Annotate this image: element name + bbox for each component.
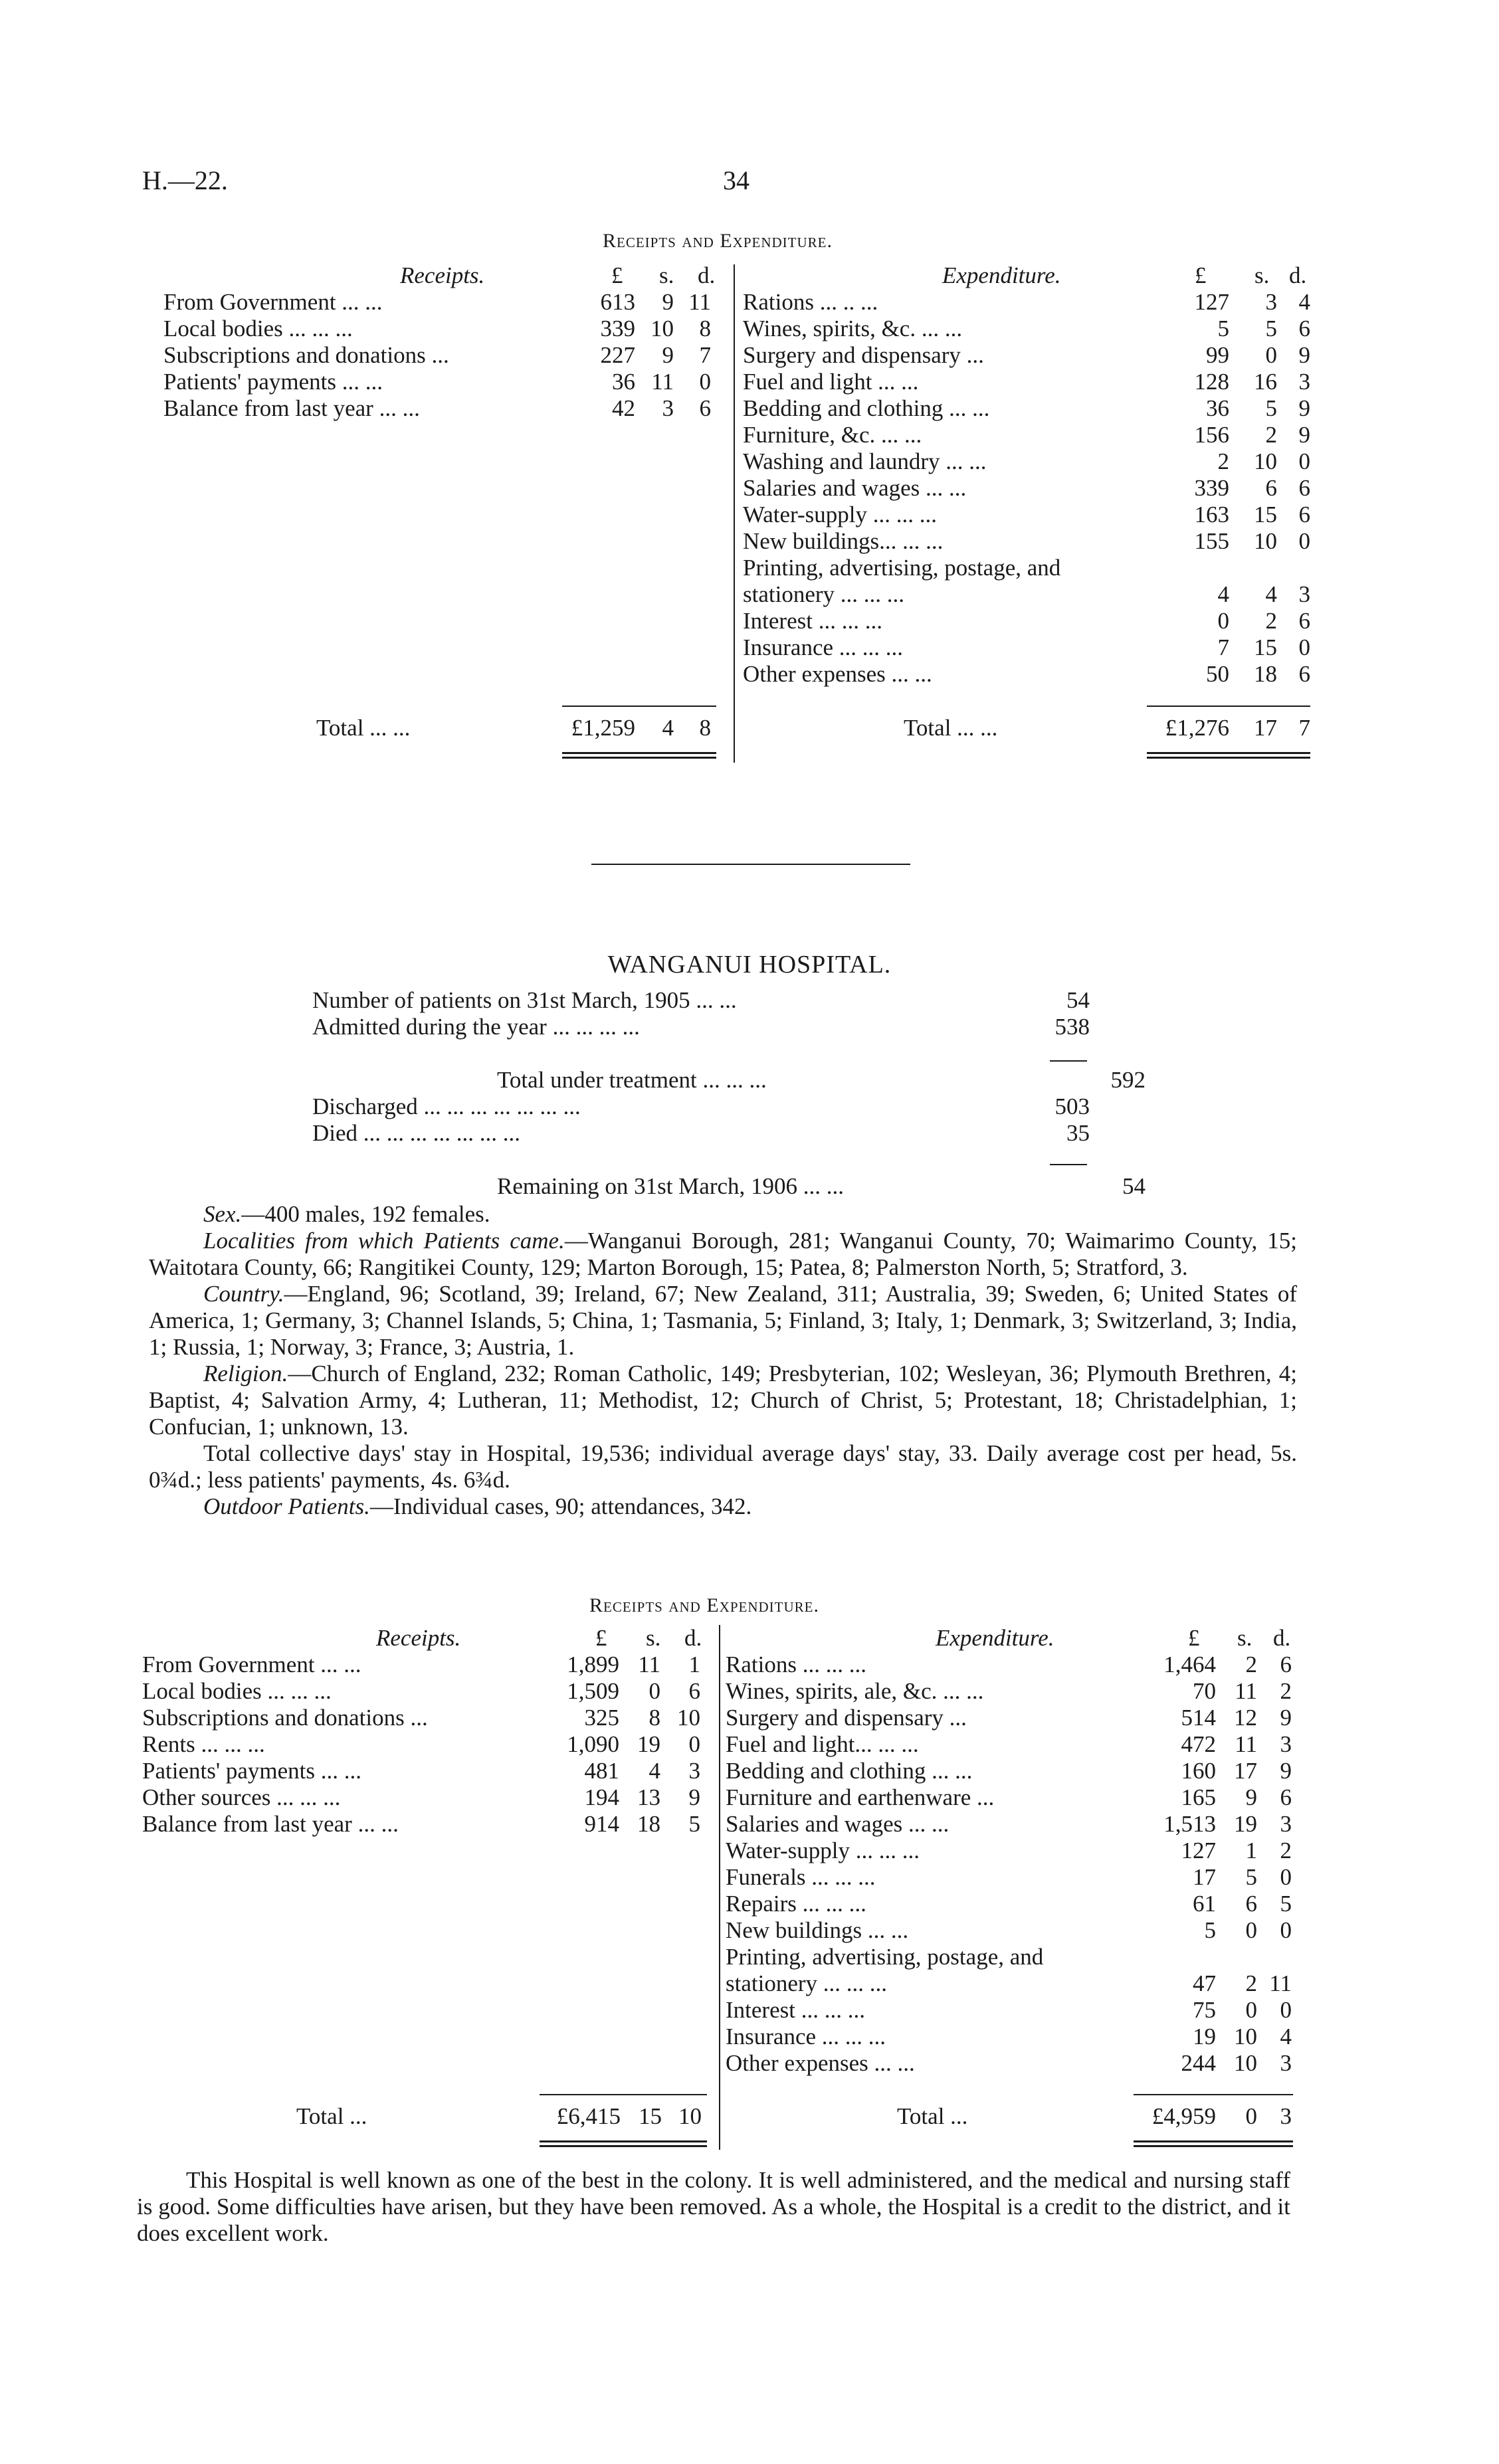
t2-expenditure-row xyxy=(726,1758,1294,1784)
t1-expenditure-total-shillings: 17 xyxy=(1254,715,1277,741)
t1-receipts-heading: Receipts. xyxy=(400,262,485,288)
t2-expenditure-pence: 6 xyxy=(1280,1784,1292,1810)
t1-expenditure-shillings: 6 xyxy=(1265,475,1277,501)
t1-receipt-pence: 6 xyxy=(699,395,711,421)
t1-expenditure-label: New buildings... ... ... xyxy=(743,528,944,554)
t1-receipt-pounds: 339 xyxy=(600,316,635,341)
stats-total: 592 xyxy=(1110,1067,1146,1093)
t2-receipt-row xyxy=(142,1811,707,1838)
t2-expenditure-total-rule xyxy=(1134,2094,1293,2095)
stats-label: Admitted during the year ... ... ... ... xyxy=(312,1014,640,1040)
t1-receipt-pounds: 36 xyxy=(612,369,635,395)
t2-receipts-total-rule xyxy=(540,2094,707,2095)
t2-expenditure-label: Rations ... ... ... xyxy=(726,1652,866,1677)
t2-expenditure-pence: 0 xyxy=(1280,1997,1292,2023)
t2-expenditure-label: Other expenses ... ... xyxy=(726,2050,915,2076)
localities-text: —Wanganui Borough, 281; Wanganui County, 70; Waimarimo County, 15; Waitotara County, 66; Rangitikei County, 129; Marton Borough, 15; Patea, 8; Palmerston North, 5; Stratford, 3. xyxy=(149,1228,1298,1280)
t2-expenditure-pence: 4 xyxy=(1280,2024,1292,2049)
t1-expenditure-pence: 6 xyxy=(1298,502,1310,527)
t2-receipt-label: Patients' payments ... ... xyxy=(142,1758,362,1784)
t2-receipt-row xyxy=(142,1784,707,1811)
t2-expenditure-label: stationery ... ... ... xyxy=(726,1970,888,1996)
t2-receipt-pence: 5 xyxy=(688,1811,700,1837)
stats-row xyxy=(497,1067,1149,1093)
t2-expenditure-pence: 0 xyxy=(1280,1864,1292,1890)
t1-expenditure-row xyxy=(743,422,1310,448)
t2-receipt-row xyxy=(142,1731,707,1758)
t2-receipt-pence: 10 xyxy=(677,1705,700,1731)
t2-expenditure-pence: 2 xyxy=(1280,1678,1292,1704)
t2-receipt-label: Balance from last year ... ... xyxy=(142,1811,399,1837)
stats-rule-2 xyxy=(1050,1164,1087,1165)
t1-expenditure-pounds: 128 xyxy=(1194,369,1229,395)
t1-receipts-total xyxy=(316,715,715,741)
t2-receipts-total-label: Total ... xyxy=(296,2103,367,2129)
t2-expenditure-shillings: 10 xyxy=(1234,2050,1257,2076)
t2-expenditure-shillings: 0 xyxy=(1245,1917,1257,1943)
t1-expenditure-pence: 9 xyxy=(1298,395,1310,421)
localities-label: Localities from which Patients came. xyxy=(203,1228,565,1254)
t2-expenditure-pence: 2 xyxy=(1280,1838,1292,1863)
t1-exp-col-shillings: s. xyxy=(1254,262,1270,288)
t2-receipt-pounds: 1,899 xyxy=(567,1652,619,1677)
t2-expenditure-label: Water-supply ... ... ... xyxy=(726,1838,920,1863)
t2-receipt-pounds: 1,509 xyxy=(567,1678,619,1704)
t1-expenditure-label: Other expenses ... ... xyxy=(743,661,932,687)
t2-expenditure-pounds: 17 xyxy=(1193,1864,1216,1890)
t2-expenditure-total-label: Total ... xyxy=(897,2103,968,2129)
t2-receipt-label: Rents ... ... ... xyxy=(142,1731,265,1757)
t2-receipt-row xyxy=(142,1678,707,1705)
localities-para xyxy=(149,1228,1297,1281)
outdoor-line xyxy=(149,1493,1297,1520)
t2-expenditure-pounds: 244 xyxy=(1181,2050,1216,2076)
t2-expenditure-pounds: 127 xyxy=(1181,1838,1216,1863)
t1-col-shillings: s. xyxy=(659,262,674,288)
page-number: 34 xyxy=(723,165,750,195)
t1-expenditure-row xyxy=(743,608,1310,634)
t2-exp-col-pence: d. xyxy=(1273,1625,1291,1651)
t2-receipt-label: Other sources ... ... ... xyxy=(142,1784,341,1810)
t1-expenditure-pounds: 99 xyxy=(1206,342,1229,368)
t2-expenditure-shillings: 0 xyxy=(1245,1997,1257,2023)
t2-expenditure-heading: Expenditure. xyxy=(936,1625,1054,1651)
t1-receipt-pence: 8 xyxy=(699,316,711,341)
country-para xyxy=(149,1281,1297,1361)
t1-expenditure-shillings: 0 xyxy=(1265,342,1277,368)
t1-expenditure-row xyxy=(743,316,1310,342)
t2-expenditure-shillings: 6 xyxy=(1245,1891,1257,1917)
t1-expenditure-label: Insurance ... ... ... xyxy=(743,634,904,660)
t1-expenditure-pence: 0 xyxy=(1298,448,1310,474)
t2-divider xyxy=(719,1625,720,2150)
t2-expenditure-shillings: 9 xyxy=(1245,1784,1257,1810)
t2-expenditure-label: Funerals ... ... ... xyxy=(726,1864,876,1890)
closing-paragraph: This Hospital is well known as one of the best in the colony. It is well administered, and the medical and nursing staff is good. Some difficulties have arisen, but they have been removed. As a whole, the Hospital is a credit to the district, and it does excellent work. xyxy=(137,2167,1290,2246)
t1-receipt-pence: 0 xyxy=(699,369,711,395)
t1-expenditure-pounds: 2 xyxy=(1217,448,1229,474)
t1-heading: Receipts and Expenditure. xyxy=(603,230,833,252)
t1-expenditure-pounds: 339 xyxy=(1194,475,1229,501)
t1-expenditure-label: Wines, spirits, &c. ... ... xyxy=(743,316,963,341)
outdoor-text: —Individual cases, 90; attendances, 342. xyxy=(369,1493,752,1519)
t2-expenditure-pounds: 514 xyxy=(1181,1705,1216,1731)
stats-label: Number of patients on 31st March, 1905 ... ... xyxy=(312,987,737,1013)
t2-expenditure-pounds: 75 xyxy=(1193,1997,1216,2023)
t1-receipt-label: Patients' payments ... ... xyxy=(163,369,383,395)
t1-expenditure-row xyxy=(743,369,1310,395)
section-separator xyxy=(591,864,910,865)
t1-expenditure-row xyxy=(743,528,1310,555)
t1-col-pence: d. xyxy=(698,262,716,288)
t2-receipt-pounds: 1,090 xyxy=(567,1731,619,1757)
t1-expenditure-pence: 4 xyxy=(1298,289,1310,315)
t1-expenditure-shillings: 15 xyxy=(1254,502,1277,527)
t1-receipt-row xyxy=(163,395,715,422)
t2-expenditure-pounds: 61 xyxy=(1193,1891,1216,1917)
t2-expenditure-pounds: 1,464 xyxy=(1163,1652,1216,1677)
t2-receipt-pounds: 481 xyxy=(584,1758,619,1784)
t2-receipt-pence: 6 xyxy=(688,1678,700,1704)
t1-expenditure-pence: 6 xyxy=(1298,608,1310,634)
t1-expenditure-pounds: 5 xyxy=(1217,316,1229,341)
religion-label: Religion. xyxy=(203,1361,288,1386)
t1-receipt-pence: 7 xyxy=(699,342,711,368)
stats-row xyxy=(312,1093,1149,1120)
t1-expenditure-shillings: 4 xyxy=(1265,581,1277,607)
t2-expenditure-pounds: 1,513 xyxy=(1163,1811,1216,1837)
country-label: Country. xyxy=(203,1281,284,1307)
t1-expenditure-double-rule xyxy=(1147,752,1310,759)
t1-expenditure-row xyxy=(743,448,1310,475)
t1-exp-col-pence: d. xyxy=(1289,262,1307,288)
t1-receipt-pounds: 227 xyxy=(600,342,635,368)
stats-value: 503 xyxy=(1054,1093,1090,1119)
t1-expenditure-label: Surgery and dispensary ... xyxy=(743,342,984,368)
t1-expenditure-pounds: 156 xyxy=(1194,422,1229,448)
t2-receipt-shillings: 8 xyxy=(649,1705,660,1731)
t2-col-pounds: £ xyxy=(595,1625,607,1651)
stats-row xyxy=(312,1014,1149,1040)
t1-expenditure-label: Printing, advertising, postage, and xyxy=(743,555,1061,581)
t2-expenditure-shillings: 17 xyxy=(1234,1758,1257,1784)
t2-expenditure-row xyxy=(726,1891,1294,1917)
t1-receipt-row xyxy=(163,289,715,316)
t2-expenditure-total xyxy=(897,2103,1296,2130)
t2-receipt-row xyxy=(142,1705,707,1731)
t1-expenditure-row xyxy=(743,289,1310,316)
t2-expenditure-row xyxy=(726,1705,1294,1731)
t2-expenditure-row xyxy=(726,1652,1294,1678)
t2-expenditure-label: Surgery and dispensary ... xyxy=(726,1705,967,1731)
t2-expenditure-shillings: 11 xyxy=(1235,1678,1257,1704)
stats-label: Remaining on 31st March, 1906 ... ... xyxy=(497,1173,845,1199)
t2-expenditure-pence: 6 xyxy=(1280,1652,1292,1677)
t2-expenditure-shillings: 2 xyxy=(1245,1970,1257,1996)
stats-row xyxy=(312,987,1149,1014)
t1-expenditure-row xyxy=(743,661,1310,688)
t2-expenditure-label: Wines, spirits, ale, &c. ... ... xyxy=(726,1678,984,1704)
t1-receipt-label: Balance from last year ... ... xyxy=(163,395,420,421)
t2-expenditure-row xyxy=(726,1864,1294,1891)
t1-expenditure-total-rule xyxy=(1147,706,1310,707)
t1-receipt-row xyxy=(163,369,715,395)
t1-expenditure-total-pounds: £1,276 xyxy=(1165,715,1229,741)
t2-expenditure-total-pounds: £4,959 xyxy=(1151,2103,1216,2129)
t2-exp-col-pounds: £ xyxy=(1188,1625,1200,1651)
t1-expenditure-label: Rations ... .. ... xyxy=(743,289,878,315)
t1-receipts-total-rule xyxy=(562,706,716,707)
t1-expenditure-shillings: 16 xyxy=(1254,369,1277,395)
stats-label: Total under treatment ... ... ... xyxy=(497,1067,767,1093)
t1-expenditure-pence: 3 xyxy=(1298,369,1310,395)
t2-expenditure-row xyxy=(726,1917,1294,1944)
page-ref: H.—22. xyxy=(142,165,228,195)
days-para: Total collective days' stay in Hospital, 19,536; individual average days' stay, 33. Daily average cost per head, 5s. 0¾d.; less patients' payments, 4s. 6¾d. xyxy=(149,1440,1297,1493)
t2-expenditure-row xyxy=(726,1811,1294,1838)
stats-total: 54 xyxy=(1122,1173,1146,1199)
t2-expenditure-shillings: 5 xyxy=(1245,1864,1257,1890)
t2-expenditure-row xyxy=(726,1784,1294,1811)
t1-receipts-total-pence: 8 xyxy=(699,715,711,741)
t2-col-shillings: s. xyxy=(646,1625,661,1651)
t1-expenditure-row xyxy=(743,634,1310,661)
t2-expenditure-pence: 3 xyxy=(1280,1811,1292,1837)
t1-receipt-row xyxy=(163,342,715,369)
t1-expenditure-row xyxy=(743,502,1310,528)
t2-receipt-pence: 3 xyxy=(688,1758,700,1784)
t2-expenditure-label: Printing, advertising, postage, and xyxy=(726,1944,1044,1970)
t1-expenditure-label: Furniture, &c. ... ... xyxy=(743,422,922,448)
t2-expenditure-shillings: 1 xyxy=(1245,1838,1257,1863)
t1-expenditure-pence: 9 xyxy=(1298,422,1310,448)
t2-receipt-shillings: 19 xyxy=(637,1731,660,1757)
t2-receipt-row xyxy=(142,1758,707,1784)
t1-expenditure-row xyxy=(743,395,1310,422)
t1-expenditure-label: Interest ... ... ... xyxy=(743,608,882,634)
t1-receipt-label: From Government ... ... xyxy=(163,289,383,315)
t2-expenditure-pounds: 19 xyxy=(1193,2024,1216,2049)
t2-expenditure-pounds: 70 xyxy=(1193,1678,1216,1704)
t2-expenditure-pence: 0 xyxy=(1280,1917,1292,1943)
stats-row xyxy=(497,1173,1149,1200)
t1-divider xyxy=(734,264,735,763)
t2-expenditure-row xyxy=(726,1970,1294,1997)
t2-receipt-shillings: 18 xyxy=(637,1811,660,1837)
t2-expenditure-total-pence: 3 xyxy=(1280,2103,1292,2129)
t1-expenditure-row xyxy=(743,581,1310,608)
stats-value: 54 xyxy=(1066,987,1090,1013)
t2-receipt-pence: 0 xyxy=(688,1731,700,1757)
hospital-details xyxy=(149,1201,1297,1520)
t1-expenditure-shillings: 15 xyxy=(1254,634,1277,660)
t1-expenditure-shillings: 3 xyxy=(1265,289,1277,315)
t2-expenditure-double-rule xyxy=(1134,2140,1293,2147)
sex-text: —400 males, 192 females. xyxy=(241,1201,490,1227)
t1-receipt-pounds: 42 xyxy=(612,395,635,421)
t2-receipt-shillings: 13 xyxy=(637,1784,660,1810)
t2-expenditure-row xyxy=(726,1838,1294,1864)
t1-expenditure-shillings: 10 xyxy=(1254,528,1277,554)
t2-receipts-total xyxy=(296,2103,708,2130)
t2-expenditure-pounds: 165 xyxy=(1181,1784,1216,1810)
t1-receipt-label: Local bodies ... ... ... xyxy=(163,316,353,341)
t2-receipt-shillings: 0 xyxy=(649,1678,660,1704)
t2-expenditure-label: Repairs ... ... ... xyxy=(726,1891,866,1917)
t2-receipt-shillings: 11 xyxy=(638,1652,660,1677)
t2-expenditure-label: New buildings ... ... xyxy=(726,1917,909,1943)
t2-expenditure-pence: 3 xyxy=(1280,2050,1292,2076)
t1-expenditure-shillings: 2 xyxy=(1265,608,1277,634)
t2-receipt-label: From Government ... ... xyxy=(142,1652,361,1677)
t1-expenditure-row xyxy=(743,555,1310,581)
t2-expenditure-pounds: 472 xyxy=(1181,1731,1216,1757)
t2-expenditure-pounds: 5 xyxy=(1204,1917,1216,1943)
t1-expenditure-pounds: 127 xyxy=(1194,289,1229,315)
t1-expenditure-shillings: 10 xyxy=(1254,448,1277,474)
t1-expenditure-total-label: Total ... ... xyxy=(904,715,998,741)
stats-value: 35 xyxy=(1066,1120,1090,1146)
t2-receipts-double-rule xyxy=(540,2140,707,2147)
t1-receipts-double-rule xyxy=(562,752,716,759)
t2-expenditure-label: Salaries and wages ... ... xyxy=(726,1811,949,1837)
t2-expenditure-pounds: 160 xyxy=(1181,1758,1216,1784)
t1-expenditure-total xyxy=(904,715,1310,741)
t1-receipt-row xyxy=(163,316,715,342)
stats-rule-1 xyxy=(1050,1060,1087,1062)
t1-expenditure-pence: 0 xyxy=(1298,528,1310,554)
t1-expenditure-pounds: 7 xyxy=(1217,634,1229,660)
t2-expenditure-row xyxy=(726,2050,1294,2077)
t1-expenditure-label: Water-supply ... ... ... xyxy=(743,502,937,527)
t1-expenditure-pence: 9 xyxy=(1298,342,1310,368)
t1-expenditure-shillings: 18 xyxy=(1254,661,1277,687)
t1-expenditure-pounds: 0 xyxy=(1217,608,1229,634)
t1-expenditure-label: Fuel and light ... ... xyxy=(743,369,919,395)
t2-receipt-label: Subscriptions and donations ... xyxy=(142,1705,428,1731)
religion-para xyxy=(149,1361,1297,1440)
sex-label: Sex. xyxy=(203,1201,242,1227)
t2-expenditure-pence: 9 xyxy=(1280,1705,1292,1731)
t2-expenditure-label: Bedding and clothing ... ... xyxy=(726,1758,973,1784)
t1-expenditure-shillings: 5 xyxy=(1265,395,1277,421)
t2-expenditure-shillings: 2 xyxy=(1245,1652,1257,1677)
outdoor-label: Outdoor Patients. xyxy=(203,1493,370,1519)
t2-receipts-total-shillings: 15 xyxy=(639,2103,662,2129)
t2-heading: Receipts and Expenditure. xyxy=(589,1594,819,1616)
t2-expenditure-row xyxy=(726,1731,1294,1758)
t1-expenditure-pounds: 155 xyxy=(1194,528,1229,554)
t2-expenditure-pence: 5 xyxy=(1280,1891,1292,1917)
t1-expenditure-pence: 3 xyxy=(1298,581,1310,607)
t2-receipt-shillings: 4 xyxy=(649,1758,660,1784)
t2-expenditure-pounds: 47 xyxy=(1193,1970,1216,1996)
t1-expenditure-label: Washing and laundry ... ... xyxy=(743,448,987,474)
stats-label: Discharged ... ... ... ... ... ... ... xyxy=(312,1093,581,1119)
country-text: —England, 96; Scotland, 39; Ireland, 67; New Zealand, 311; Australia, 39; Sweden, 6; United States of America, 1; Germany, 3; Channel Islands, 5; China, 1; Tasmania, 5; Finland, 3; Italy, 1; Denmark, 3; Switzerland, 3; India, 1; Russia, 1; Norway, 3; France, 3; Austria, 1. xyxy=(149,1281,1297,1360)
t2-receipt-pounds: 914 xyxy=(584,1811,619,1837)
t1-expenditure-pence: 6 xyxy=(1298,475,1310,501)
t1-expenditure-heading: Expenditure. xyxy=(942,262,1061,288)
stats-value: 538 xyxy=(1054,1014,1090,1040)
t1-receipt-pence: 11 xyxy=(688,289,711,315)
t1-expenditure-pounds: 163 xyxy=(1194,502,1229,527)
hospital-title: WANGANUI HOSPITAL. xyxy=(607,951,892,979)
t1-expenditure-row xyxy=(743,475,1310,502)
t1-receipt-pounds: 613 xyxy=(600,289,635,315)
t1-col-pounds: £ xyxy=(611,262,623,288)
t1-receipts-total-label: Total ... ... xyxy=(316,715,411,741)
t2-receipt-pence: 1 xyxy=(688,1652,700,1677)
t1-expenditure-pence: 0 xyxy=(1298,634,1310,660)
t2-expenditure-label: Insurance ... ... ... xyxy=(726,2024,886,2049)
t1-expenditure-label: Salaries and wages ... ... xyxy=(743,475,967,501)
t1-expenditure-label: Bedding and clothing ... ... xyxy=(743,395,990,421)
stats-label: Died ... ... ... ... ... ... ... xyxy=(312,1120,521,1146)
t2-expenditure-label: Fuel and light... ... ... xyxy=(726,1731,919,1757)
t2-expenditure-total-shillings: 0 xyxy=(1245,2103,1257,2129)
t2-receipts-total-pounds: £6,415 xyxy=(556,2103,621,2129)
t1-receipt-shillings: 10 xyxy=(650,316,674,341)
t2-expenditure-shillings: 12 xyxy=(1234,1705,1257,1731)
t1-receipt-shillings: 9 xyxy=(662,289,674,315)
t1-expenditure-shillings: 5 xyxy=(1265,316,1277,341)
t2-expenditure-pence: 11 xyxy=(1269,1970,1292,1996)
t1-expenditure-row xyxy=(743,342,1310,369)
t1-receipts-total-pounds: £1,259 xyxy=(571,715,635,741)
t1-expenditure-pounds: 36 xyxy=(1206,395,1229,421)
t1-receipt-shillings: 9 xyxy=(662,342,674,368)
t2-expenditure-pence: 9 xyxy=(1280,1758,1292,1784)
t2-receipt-pounds: 325 xyxy=(584,1705,619,1731)
t2-receipt-label: Local bodies ... ... ... xyxy=(142,1678,332,1704)
t2-col-pence: d. xyxy=(684,1625,702,1651)
t2-expenditure-shillings: 11 xyxy=(1235,1731,1257,1757)
t1-receipts-total-shillings: 4 xyxy=(662,715,674,741)
t2-expenditure-shillings: 10 xyxy=(1234,2024,1257,2049)
t2-expenditure-label: Interest ... ... ... xyxy=(726,1997,865,2023)
t2-receipt-pounds: 194 xyxy=(584,1784,619,1810)
t2-expenditure-row xyxy=(726,2024,1294,2050)
t2-expenditure-row xyxy=(726,1678,1294,1705)
t1-expenditure-shillings: 2 xyxy=(1265,422,1277,448)
stats-row xyxy=(312,1120,1149,1147)
t2-expenditure-pence: 3 xyxy=(1280,1731,1292,1757)
religion-text: —Church of England, 232; Roman Catholic, 149; Presbyterian, 102; Wesleyan, 36; Plymouth Brethren, 4; Baptist, 4; Salvation Army, 4; Lutheran, 11; Methodist, 12; Church of Christ, 5; Protestant, 18; Christadelphian, 1; Confucian, 1; unknown, 13. xyxy=(149,1361,1297,1440)
t1-receipt-shillings: 11 xyxy=(651,369,674,395)
t2-receipt-pence: 9 xyxy=(688,1784,700,1810)
t1-exp-col-pounds: £ xyxy=(1195,262,1207,288)
t2-exp-col-shillings: s. xyxy=(1237,1625,1252,1651)
t2-receipts-heading: Receipts. xyxy=(376,1625,461,1651)
t1-expenditure-pence: 6 xyxy=(1298,661,1310,687)
t1-receipt-label: Subscriptions and donations ... xyxy=(163,342,449,368)
t1-expenditure-pounds: 4 xyxy=(1217,581,1229,607)
t1-receipt-shillings: 3 xyxy=(662,395,674,421)
t1-expenditure-total-pence: 7 xyxy=(1298,715,1310,741)
t2-expenditure-label: Furniture and earthenware ... xyxy=(726,1784,995,1810)
t2-receipts-total-pence: 10 xyxy=(678,2103,702,2129)
t2-expenditure-row xyxy=(726,1997,1294,2024)
t2-expenditure-row xyxy=(726,1944,1294,1970)
t2-expenditure-shillings: 19 xyxy=(1234,1811,1257,1837)
t2-receipt-row xyxy=(142,1652,707,1678)
sex-line xyxy=(149,1201,1297,1228)
t1-expenditure-label: stationery ... ... ... xyxy=(743,581,905,607)
t1-expenditure-pence: 6 xyxy=(1298,316,1310,341)
t1-expenditure-pounds: 50 xyxy=(1206,661,1229,687)
